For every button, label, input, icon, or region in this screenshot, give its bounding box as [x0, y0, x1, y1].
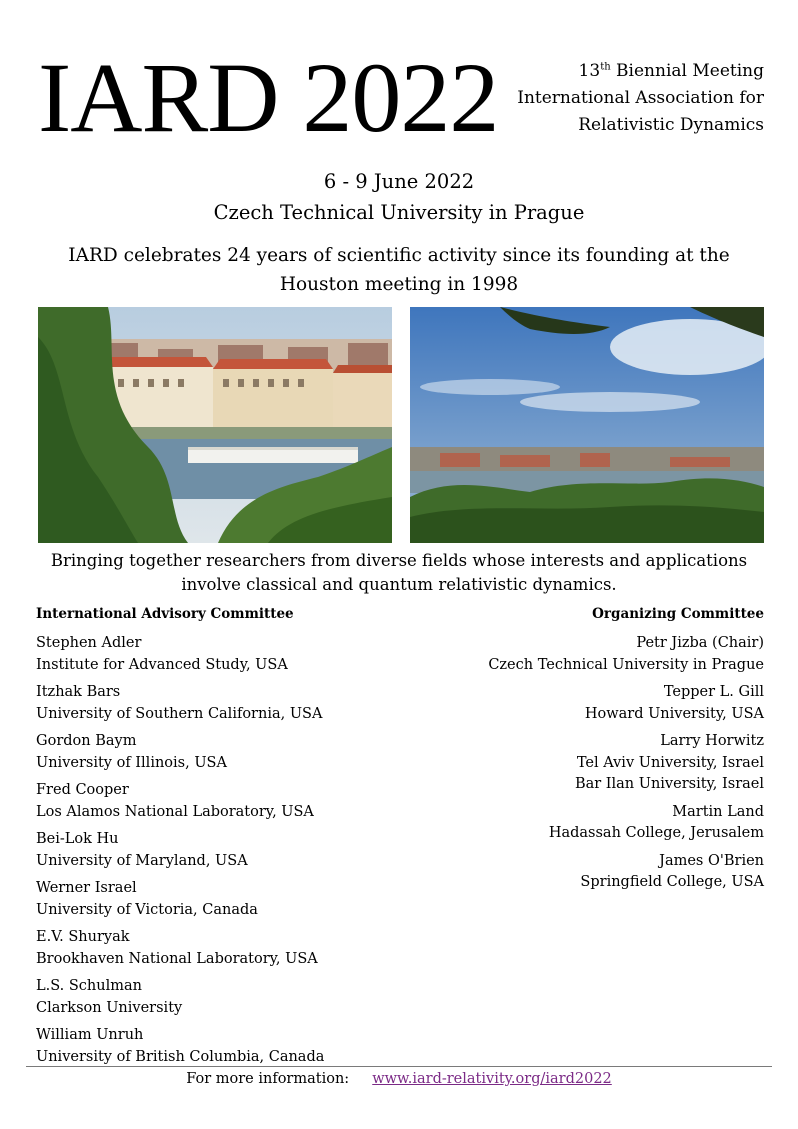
event-venue: Czech Technical University in Prague: [213, 201, 585, 224]
member-affiliation: Institute for Advanced Study, USA: [36, 656, 288, 673]
member-affiliation: Howard University, USA: [584, 705, 764, 722]
subtitle-line-3: Relativistic Dynamics: [578, 115, 764, 135]
subtitle-line-2: International Association for: [517, 88, 764, 108]
member-affiliation: Springfield College, USA: [580, 874, 764, 890]
event-info: [0, 166, 798, 228]
member-name: William Unruh: [36, 1027, 144, 1043]
member-affiliation: Czech Technical University in Prague: [488, 656, 764, 673]
page-title: IARD 2022: [38, 42, 499, 153]
advisory-member: [36, 976, 406, 1019]
tagline: IARD celebrates 24 years of scientific activity since its founding at the Houston meeting in 1998: [68, 245, 730, 295]
ordinal-suffix: th: [600, 61, 611, 73]
advisory-committee-heading: International Advisory Committee: [36, 606, 294, 622]
advisory-member: [36, 780, 406, 823]
member-affiliation: University of Victoria, Canada: [36, 901, 258, 918]
member-name: Petr Jizba (Chair): [636, 635, 764, 651]
advisory-member: [36, 878, 406, 921]
footer-divider: [26, 1066, 772, 1067]
member-name: Werner Israel: [36, 880, 137, 896]
prague-panorama-image: [410, 307, 764, 543]
prague-riverside-photo: [38, 307, 392, 543]
member-name: Bei-Lok Hu: [36, 831, 119, 847]
member-name: Fred Cooper: [36, 782, 129, 798]
organizing-committee-heading: Organizing Committee: [592, 606, 764, 622]
advisory-member: [36, 1025, 406, 1068]
member-affiliation: University of Maryland, USA: [36, 852, 248, 869]
member-affiliation: Brookhaven National Laboratory, USA: [36, 950, 318, 967]
organizing-member: [434, 851, 764, 894]
footer: [0, 1069, 798, 1089]
organizing-member: [434, 731, 764, 796]
organizing-member: [434, 633, 764, 676]
member-affiliation: University of Southern California, USA: [36, 705, 323, 722]
advisory-member: [36, 731, 406, 774]
member-name: Gordon Baym: [36, 733, 137, 749]
organizing-member: [434, 682, 764, 725]
meeting-subtitle: [474, 58, 764, 139]
footer-label: For more information:: [186, 1071, 350, 1087]
member-affiliation: Clarkson University: [36, 999, 183, 1016]
member-affiliation: University of British Columbia, Canada: [36, 1048, 325, 1065]
subtitle-line-1: [474, 58, 764, 85]
event-dates: 6 - 9 June 2022: [323, 170, 475, 193]
advisory-member: [36, 633, 406, 676]
ordinal-number: 13: [578, 61, 601, 81]
prague-panorama-photo: [410, 307, 764, 543]
advisory-member: [36, 682, 406, 725]
member-affiliation: Hadassah College, Jerusalem: [548, 825, 764, 841]
member-name: Martin Land: [672, 803, 764, 820]
member-affiliation: University of Illinois, USA: [36, 754, 227, 771]
member-name: L.S. Schulman: [36, 978, 142, 994]
website-link[interactable]: www.iard-relativity.org/iard2022: [372, 1071, 612, 1087]
member-name: James O'Brien: [659, 852, 764, 869]
member-affiliation: Los Alamos National Laboratory, USA: [36, 803, 314, 820]
member-name: Stephen Adler: [36, 635, 142, 651]
organizing-committee-list: [434, 633, 764, 900]
mission-statement: Bringing together researchers from diverse fields whose interests and applications involve classical and quantum relativistic dynamics.: [50, 551, 748, 594]
prague-riverside-image: [38, 307, 392, 543]
subtitle-line-1-text: Biennial Meeting: [610, 61, 764, 81]
organizing-member: [434, 802, 764, 845]
advisory-committee-list: [36, 633, 406, 1074]
member-name: Tepper L. Gill: [663, 684, 764, 700]
advisory-member: [36, 927, 406, 970]
member-name: E.V. Shuryak: [36, 929, 130, 945]
member-affiliation: Tel Aviv University, Israel: [576, 754, 764, 771]
member-name: Itzhak Bars: [36, 684, 121, 700]
member-name: Larry Horwitz: [660, 733, 764, 749]
advisory-member: [36, 829, 406, 872]
member-affiliation-secondary: Bar Ilan University, Israel: [574, 776, 764, 792]
